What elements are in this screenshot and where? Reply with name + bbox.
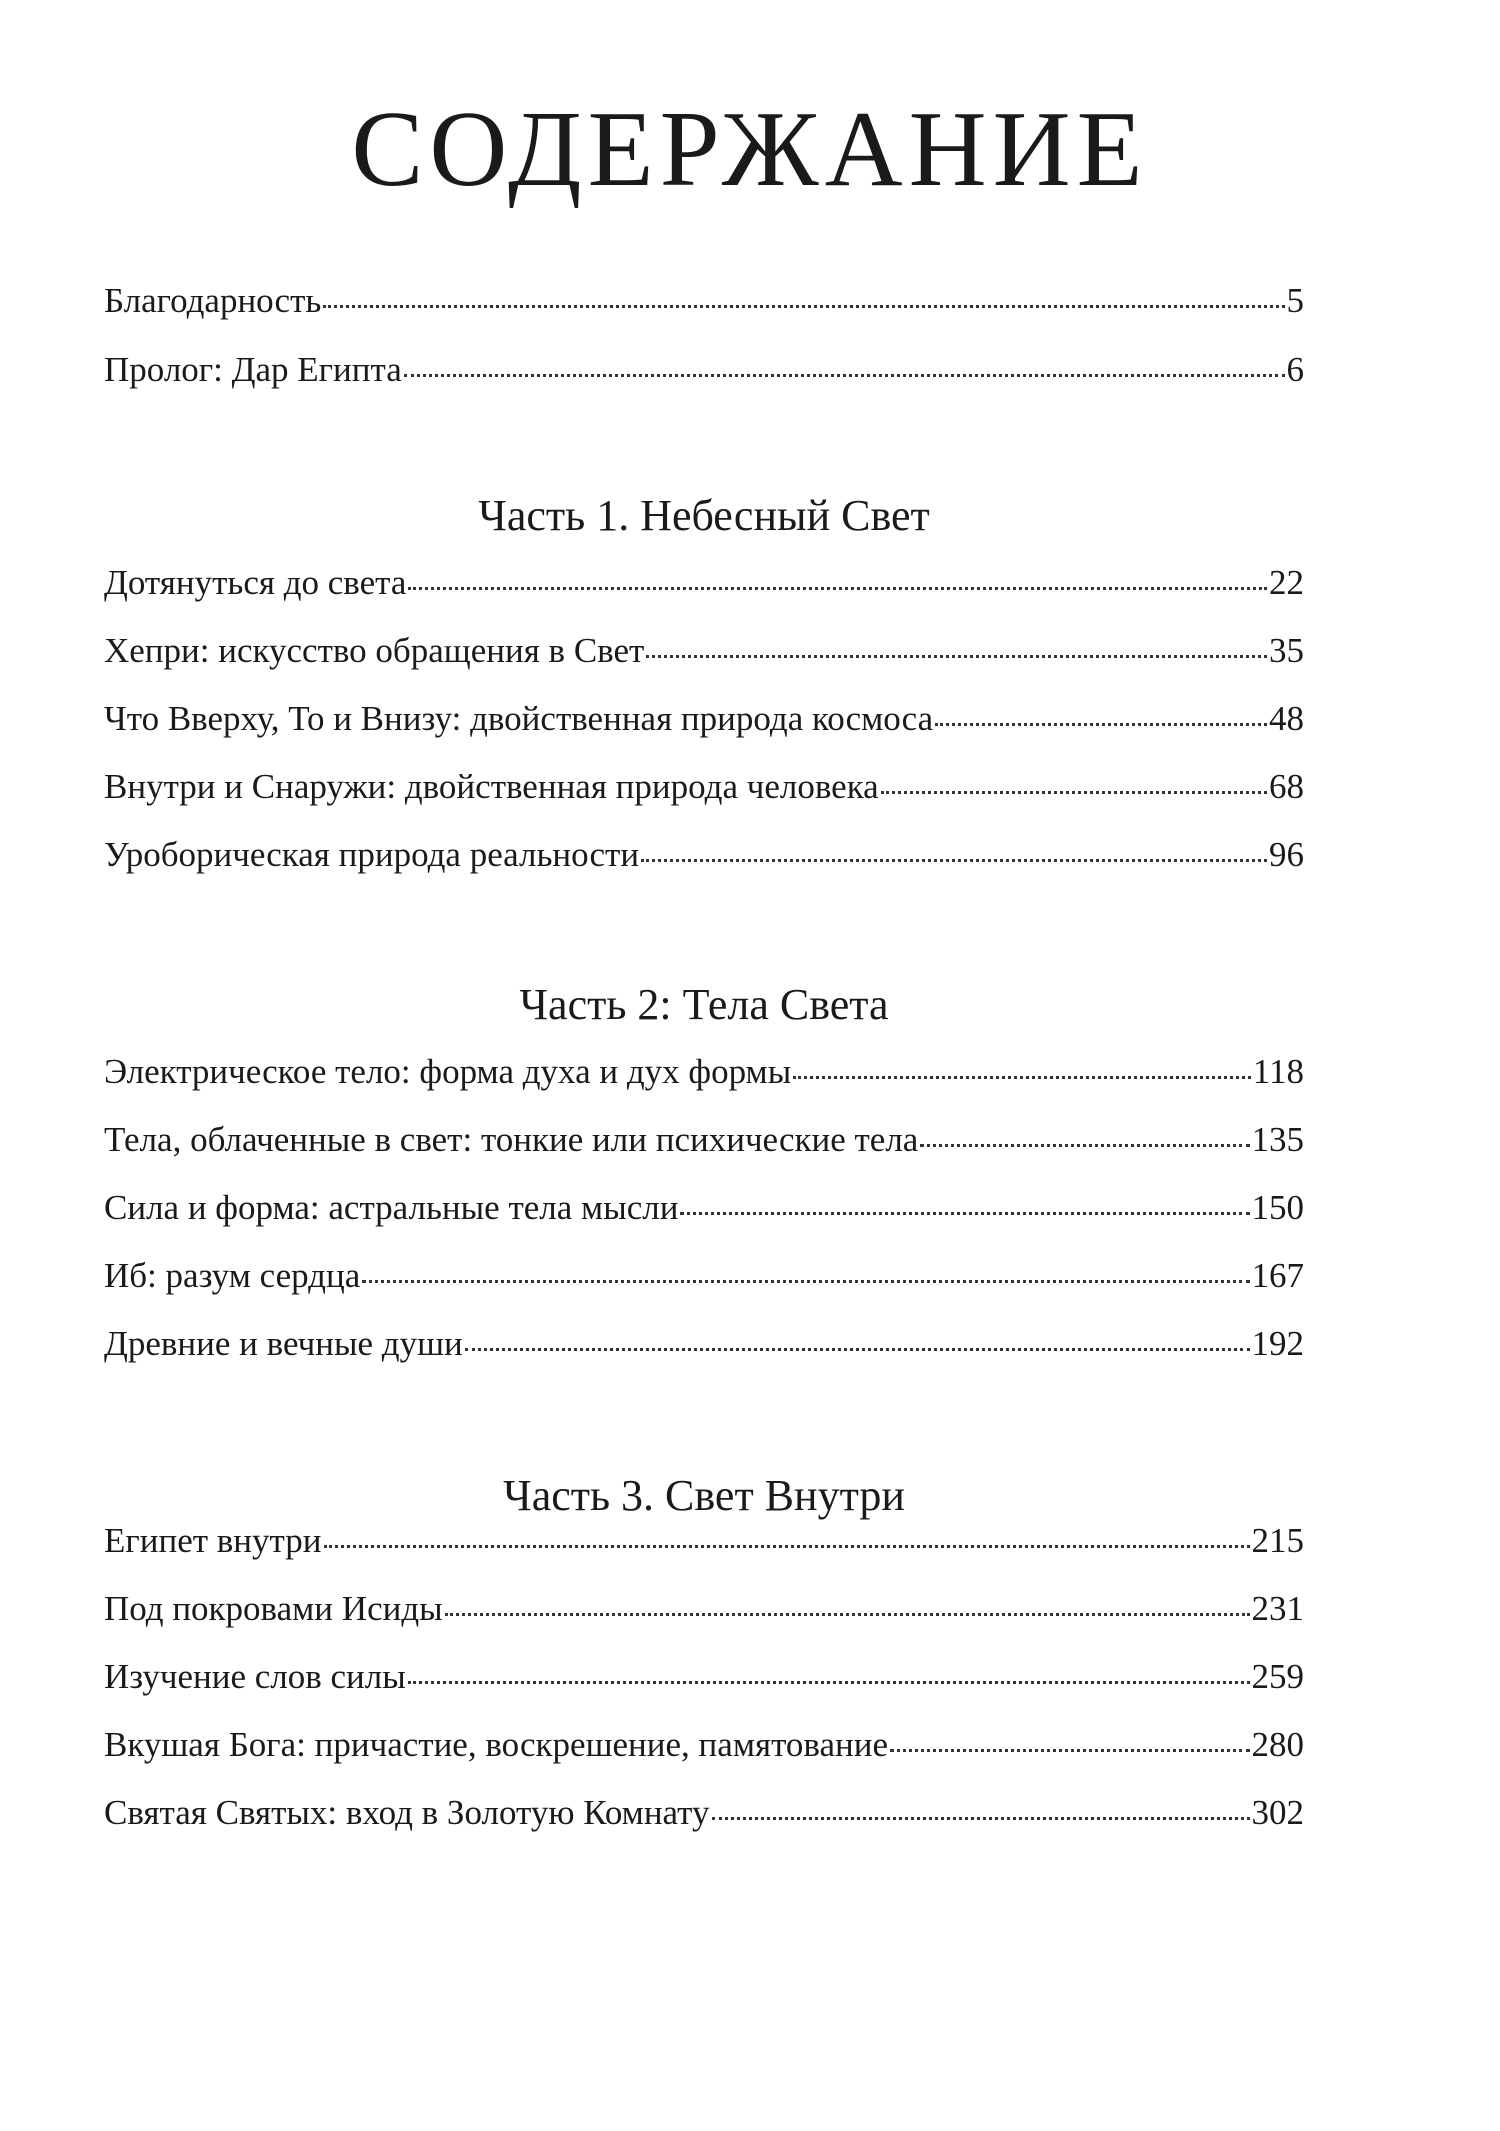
toc-entry [104, 283, 1304, 318]
toc-entry-page: 192 [1251, 1324, 1304, 1363]
toc-entry-title: Изучение слов силы [104, 1657, 406, 1696]
toc-entry [104, 633, 1304, 668]
toc-entry-title: Тела, облаченные в свет: тонкие или психические тела [104, 1120, 919, 1159]
dot-leader [793, 1076, 1251, 1079]
toc-entry [104, 1795, 1304, 1830]
toc-entry-title: Внутри и Снаружи: двойственная природа человека [104, 767, 879, 806]
dot-leader [646, 655, 1267, 658]
dot-leader [935, 723, 1267, 726]
toc-entry-page: 215 [1251, 1521, 1304, 1560]
toc-entry-title: Иб: разум сердца [104, 1256, 361, 1295]
toc-entry [104, 565, 1304, 600]
part-heading: Часть 2: Тела Света [519, 980, 889, 1029]
toc-entry [104, 1122, 1304, 1157]
dot-leader [445, 1613, 1250, 1616]
toc-entry-title: Под покровами Исиды [104, 1589, 443, 1628]
page-title: СОДЕРЖАНИЕ [351, 90, 1149, 209]
toc-entry-page: 6 [1286, 350, 1304, 389]
toc-entry-title: Египет внутри [104, 1521, 322, 1560]
toc-entry [104, 1054, 1304, 1089]
toc-entry [104, 1523, 1304, 1558]
dot-leader [712, 1817, 1250, 1820]
toc-entry-title: Дотянуться до света [104, 563, 407, 602]
part-heading: Часть 3. Свет Внутри [503, 1471, 905, 1520]
toc-entry-title: Хепри: искусство обращения в Свет [104, 631, 645, 670]
toc-entry [104, 1727, 1304, 1762]
dot-leader [641, 859, 1267, 862]
toc-entry [104, 352, 1304, 387]
toc-entry-page: 68 [1269, 767, 1304, 806]
dot-leader [404, 374, 1285, 377]
toc-entry-page: 96 [1269, 835, 1304, 874]
toc-entry [104, 1326, 1304, 1361]
dot-leader [920, 1144, 1249, 1147]
toc-entry-page: 22 [1269, 563, 1304, 602]
toc-entry-page: 135 [1251, 1120, 1304, 1159]
toc-entry [104, 701, 1304, 736]
toc-entry-page: 167 [1251, 1256, 1304, 1295]
toc-entry [104, 1659, 1304, 1694]
toc-entry-title: Святая Святых: вход в Золотую Комнату [104, 1793, 710, 1832]
toc-entry-page: 259 [1251, 1657, 1304, 1696]
toc-entry-page: 35 [1269, 631, 1304, 670]
toc-entry [104, 1258, 1304, 1293]
toc-entry-title: Древние и вечные души [104, 1324, 463, 1363]
toc-entry [104, 1190, 1304, 1225]
dot-leader [465, 1348, 1250, 1351]
toc-entry-page: 150 [1251, 1188, 1304, 1227]
toc-entry-page: 48 [1269, 699, 1304, 738]
toc-entry-page: 5 [1286, 281, 1304, 320]
dot-leader [362, 1280, 1249, 1283]
toc-entry [104, 837, 1304, 872]
dot-leader [408, 587, 1267, 590]
toc-entry-page: 118 [1252, 1052, 1304, 1091]
toc-entry-title: Что Вверху, То и Внизу: двойственная природа космоса [104, 699, 934, 738]
toc-entry-title: Вкушая Бога: причастие, воскрешение, памятование [104, 1725, 888, 1764]
dot-leader [881, 791, 1267, 794]
toc-entry-title: Уроборическая природа реальности [104, 835, 640, 874]
toc-entry [104, 769, 1304, 804]
toc-entry [104, 1591, 1304, 1626]
toc-entry-page: 280 [1251, 1725, 1304, 1764]
toc-entry-page: 302 [1251, 1793, 1304, 1832]
toc-entry-title: Сила и форма: астральные тела мысли [104, 1188, 679, 1227]
dot-leader [680, 1212, 1249, 1215]
dot-leader [890, 1749, 1250, 1752]
toc-entry-title: Электрическое тело: форма духа и дух формы [104, 1052, 792, 1091]
dot-leader [324, 1545, 1250, 1548]
toc-entry-title: Пролог: Дар Египта [104, 350, 402, 389]
toc-entry-title: Благодарность [104, 281, 322, 320]
part-heading: Часть 1. Небесный Свет [478, 491, 930, 540]
dot-leader [323, 305, 1284, 308]
toc-entry-page: 231 [1251, 1589, 1304, 1628]
dot-leader [408, 1681, 1250, 1684]
